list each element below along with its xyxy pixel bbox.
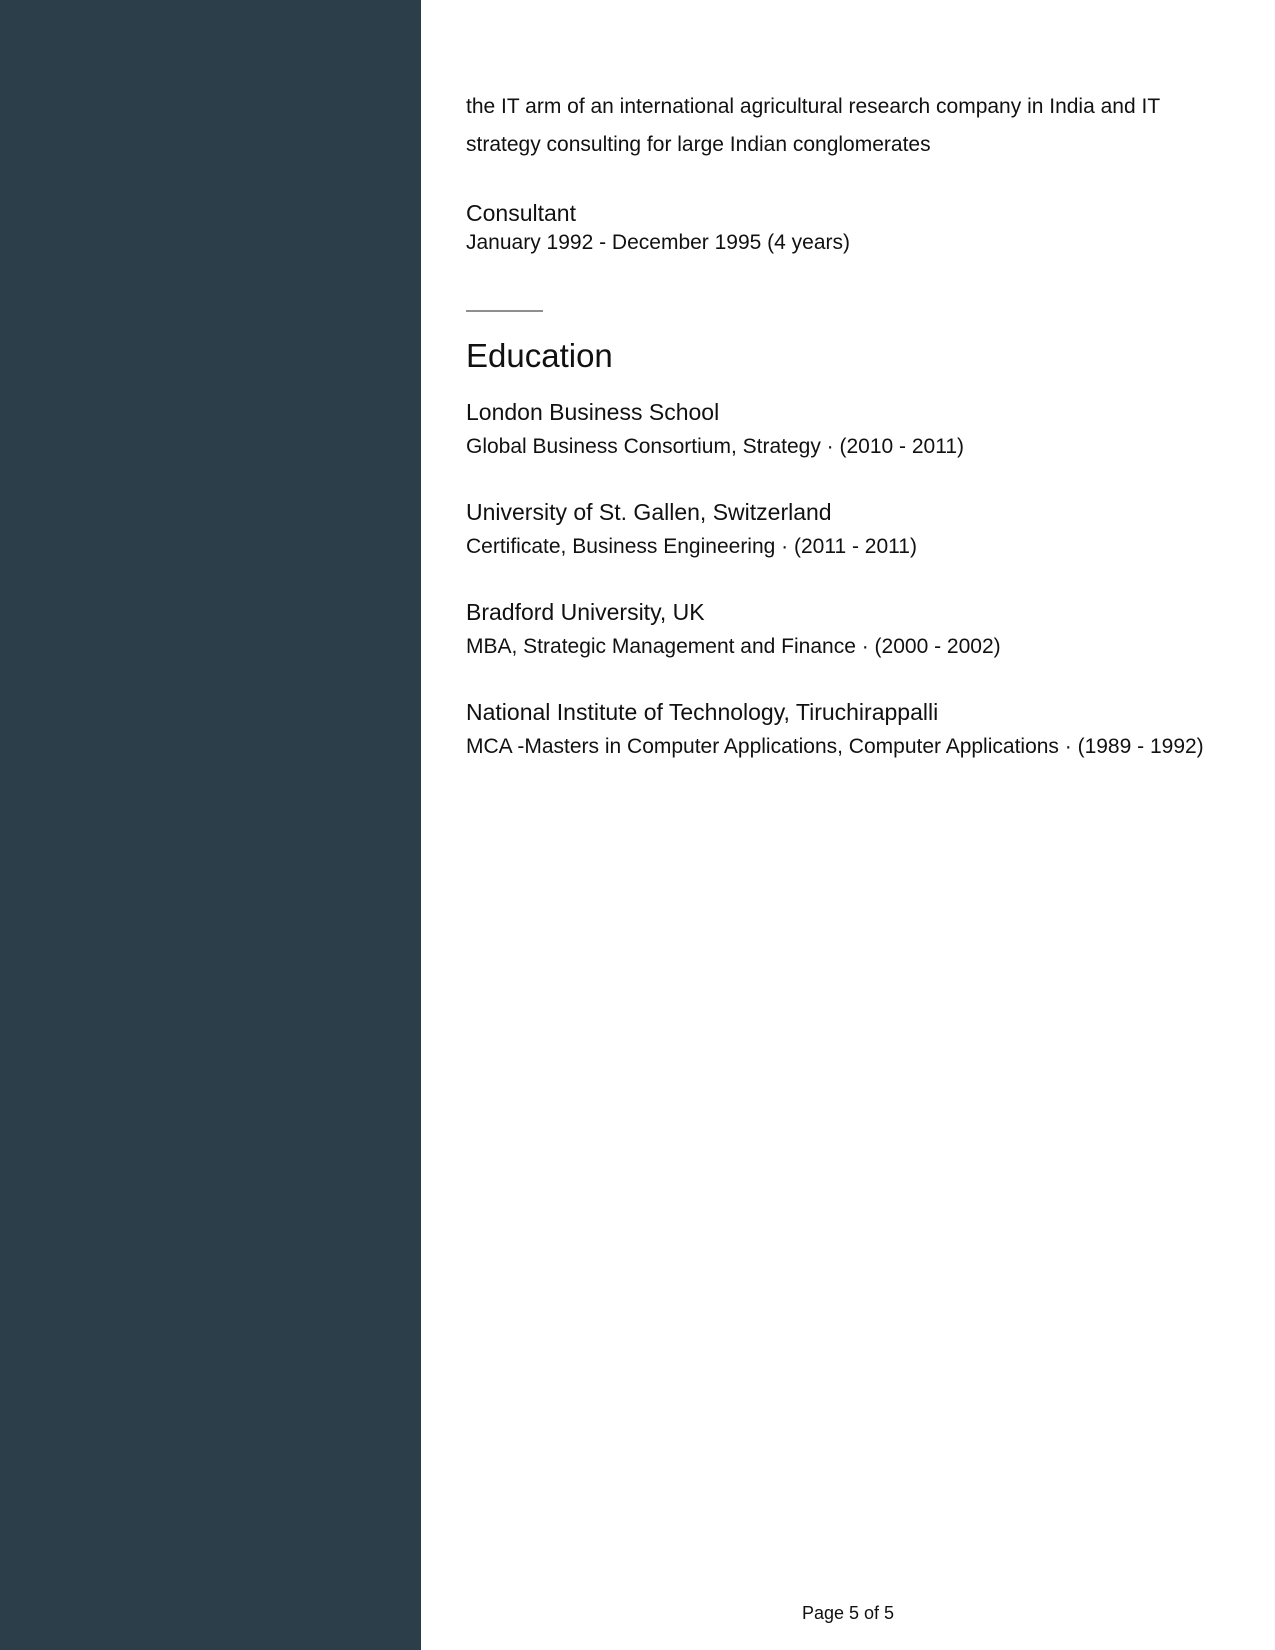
education-item — [466, 596, 1226, 666]
education-item — [466, 396, 1226, 466]
sidebar-panel — [0, 0, 421, 1650]
education-school: London Business School — [466, 399, 720, 425]
education-detail: MBA, Strategic Management and Finance · (2000 - 2002) — [466, 635, 1001, 658]
education-school: National Institute of Technology, Tiruchirappalli — [466, 699, 939, 725]
role-title: Consultant — [466, 200, 576, 226]
education-detail: Certificate, Business Engineering · (2011 - 2011) — [466, 535, 917, 558]
main-content — [466, 88, 1226, 766]
page-number: Page 5 of 5 — [801, 1603, 895, 1623]
section-divider — [466, 310, 543, 312]
education-detail: Global Business Consortium, Strategy · (2010 - 2011) — [466, 435, 965, 458]
education-detail: MCA -Masters in Computer Applications, Computer Applications · (1989 - 1992) — [466, 735, 1204, 758]
role-dates: January 1992 - December 1995 (4 years) — [466, 231, 851, 254]
education-item — [466, 496, 1226, 566]
education-heading: Education — [466, 337, 613, 374]
experience-description: the IT arm of an international agricultural research company in India and IT strategy consulting for large Indian conglomerates — [466, 95, 1160, 156]
education-school: University of St. Gallen, Switzerland — [466, 499, 832, 525]
education-item — [466, 696, 1226, 766]
education-school: Bradford University, UK — [466, 599, 705, 625]
